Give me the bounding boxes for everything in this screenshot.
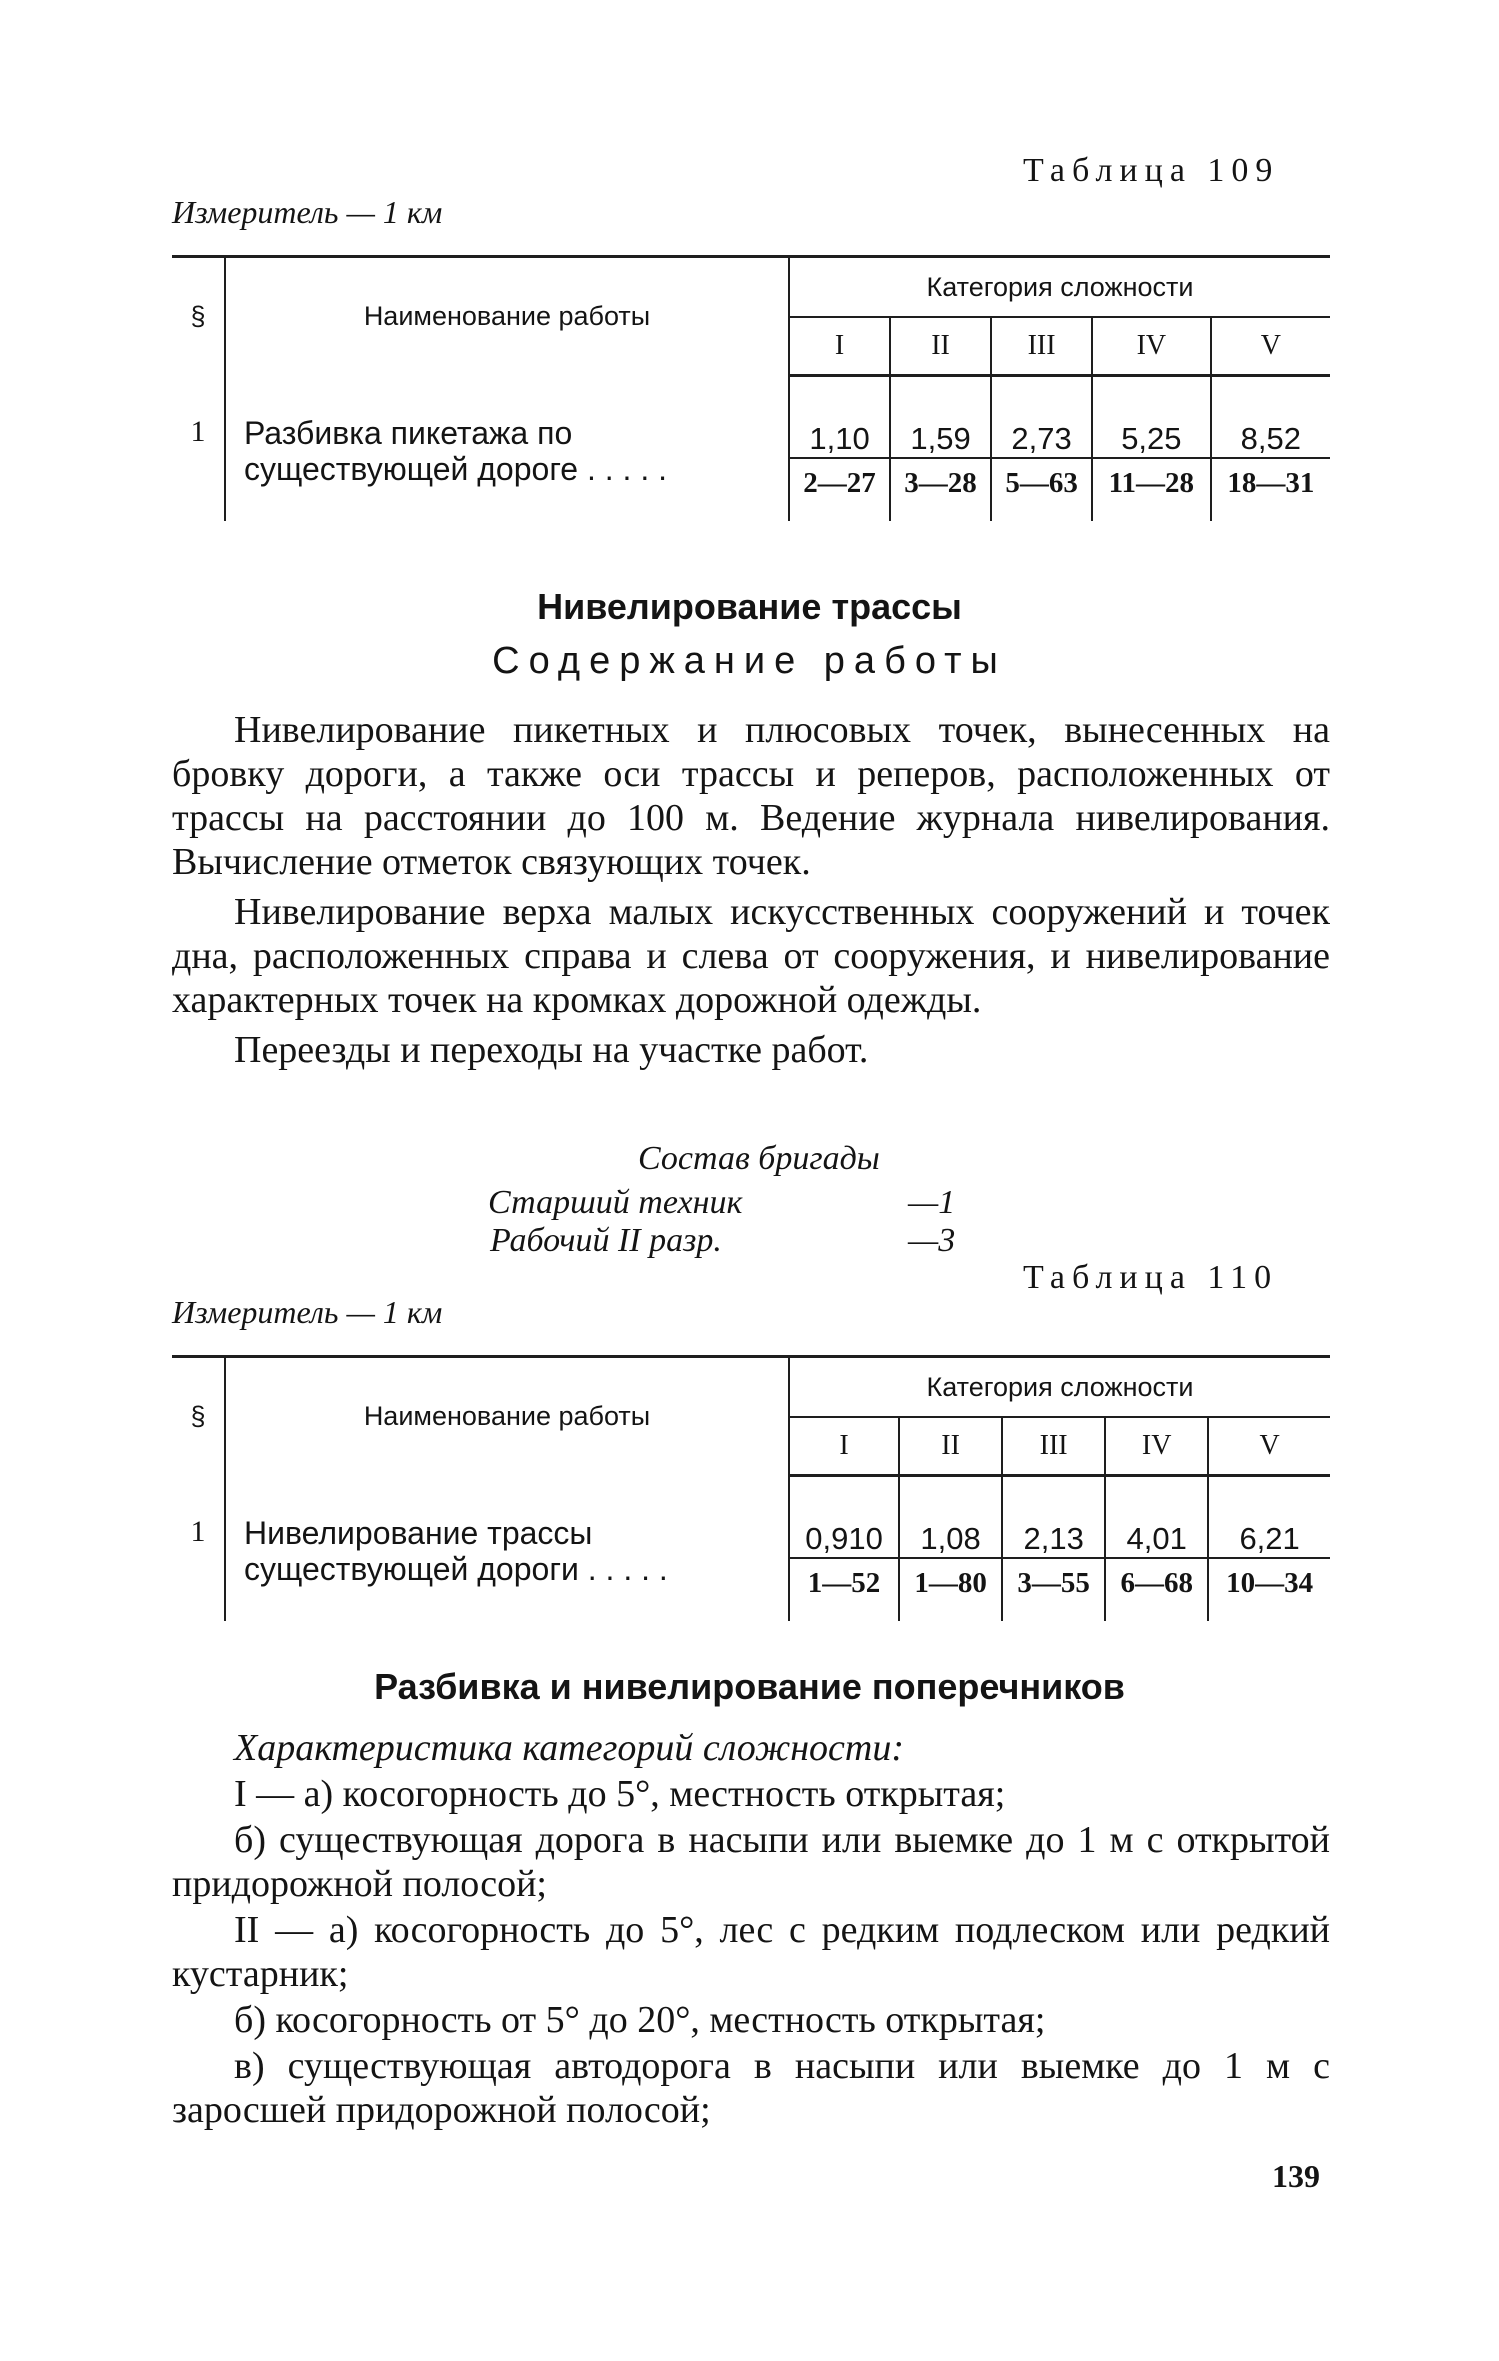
col-section-header: §: [172, 257, 225, 376]
row-section: 1: [172, 411, 225, 507]
category-header: II: [899, 1417, 1002, 1476]
characteristic-line: в) существующая автодорога в насыпи или выемке до 1 м с заросшей придорожной полосой;: [172, 2045, 1330, 2131]
category-header: II: [890, 317, 991, 376]
col-category-header: Категория сложности: [789, 1357, 1330, 1418]
section-subtitle: Содержание работы: [492, 640, 1007, 682]
category-header: IV: [1092, 317, 1211, 376]
characteristic-line: II — а) косогорность до 5°, лес с редким подлеском или редкий кустарник;: [172, 1909, 1330, 1995]
table-109-label: Таблица 109: [1023, 152, 1280, 189]
table-row: [172, 1511, 1330, 1558]
paragraph: Переезды и переходы на участке работ.: [234, 1029, 869, 1071]
norm-value: 1,08: [899, 1511, 1002, 1558]
brigade-role: Старший техник: [488, 1184, 743, 1221]
norm-value: 4,01: [1105, 1511, 1208, 1558]
col-section-header: §: [172, 1357, 225, 1476]
characteristics-heading: Характеристика категорий сложности:: [234, 1727, 905, 1769]
brigade-role: Рабочий II разр.: [490, 1222, 722, 1259]
row-name: Нивелирование трассы существующей дороги . . . . .: [225, 1511, 789, 1607]
table-110-measure: Измеритель — 1 км: [172, 1294, 443, 1330]
norm-value: 2,73: [991, 411, 1092, 458]
paragraph: Нивелирование пикетных и плюсовых точек, вынесенных на бровку дороги, а также оси трассы и реперов, расположенных от трассы на расстоянии до 100 м. Ведение журнала нивелирования. Вычисление отметок связующих точек.: [172, 709, 1330, 883]
brigade-count: —1: [908, 1184, 956, 1221]
category-header: I: [789, 1417, 899, 1476]
characteristic-line: б) косогорность от 5° до 20°, местность открытая;: [234, 1999, 1046, 2041]
page-number: 139: [1272, 2158, 1320, 2194]
cost-value: 1—52: [789, 1558, 899, 1607]
category-header: IV: [1105, 1417, 1208, 1476]
norm-value: 5,25: [1092, 411, 1211, 458]
norm-value: 1,10: [789, 411, 890, 458]
row-name: Разбивка пикетажа по существующей дороге . . . . .: [225, 411, 789, 507]
cost-value: 18—31: [1227, 466, 1315, 499]
norm-value: 0,910: [789, 1511, 899, 1558]
table-110-label: Таблица 110: [1023, 1259, 1279, 1296]
cost-value: 3—28: [890, 458, 991, 507]
work-description: [172, 708, 1330, 1072]
norm-value: 6,21: [1208, 1511, 1330, 1558]
brigade-count: —3: [908, 1222, 956, 1259]
table-110: [172, 1355, 1330, 1621]
norm-value: 2,13: [1002, 1511, 1105, 1558]
category-header: I: [789, 317, 890, 376]
cost-value: 5—63: [991, 458, 1092, 507]
table-109-measure: Измеритель — 1 км: [172, 194, 443, 230]
cost-value: 10—34: [1226, 1566, 1314, 1599]
section-title: Разбивка и нивелирование поперечников: [374, 1666, 1125, 1707]
brigade-title: Состав бригады: [638, 1140, 880, 1177]
section-title: Нивелирование трассы: [537, 586, 962, 627]
cost-value: 1—80: [899, 1558, 1002, 1607]
paragraph: Нивелирование верха малых искусственных сооружений и точек дна, расположенных справа и слева от сооружения, и нивелирование характерных точек на кромках дорожной одежды.: [172, 891, 1330, 1021]
characteristic-line: I — а) косогорность до 5°, местность открытая;: [234, 1773, 1006, 1815]
col-name-header: Наименование работы: [225, 1357, 789, 1476]
characteristic-line: б) существующая дорога в насыпи или выемке до 1 м с открытой придорожной полосой;: [172, 1819, 1330, 1905]
col-name-header: Наименование работы: [225, 257, 789, 376]
cost-value: 6—68: [1105, 1558, 1208, 1607]
category-header: V: [1211, 317, 1330, 376]
category-characteristics: [172, 1726, 1330, 2132]
col-category-header: Категория сложности: [789, 257, 1330, 318]
table-row: [172, 411, 1330, 458]
category-header: III: [1002, 1417, 1105, 1476]
category-header: III: [991, 317, 1092, 376]
row-section: 1: [172, 1511, 225, 1607]
category-header: V: [1208, 1417, 1330, 1476]
cost-value: 2—27: [789, 458, 890, 507]
cost-value: 11—28: [1092, 458, 1211, 507]
table-109: [172, 255, 1330, 521]
norm-value: 1,59: [890, 411, 991, 458]
norm-value: 8,52: [1211, 411, 1330, 458]
cost-value: 3—55: [1002, 1558, 1105, 1607]
